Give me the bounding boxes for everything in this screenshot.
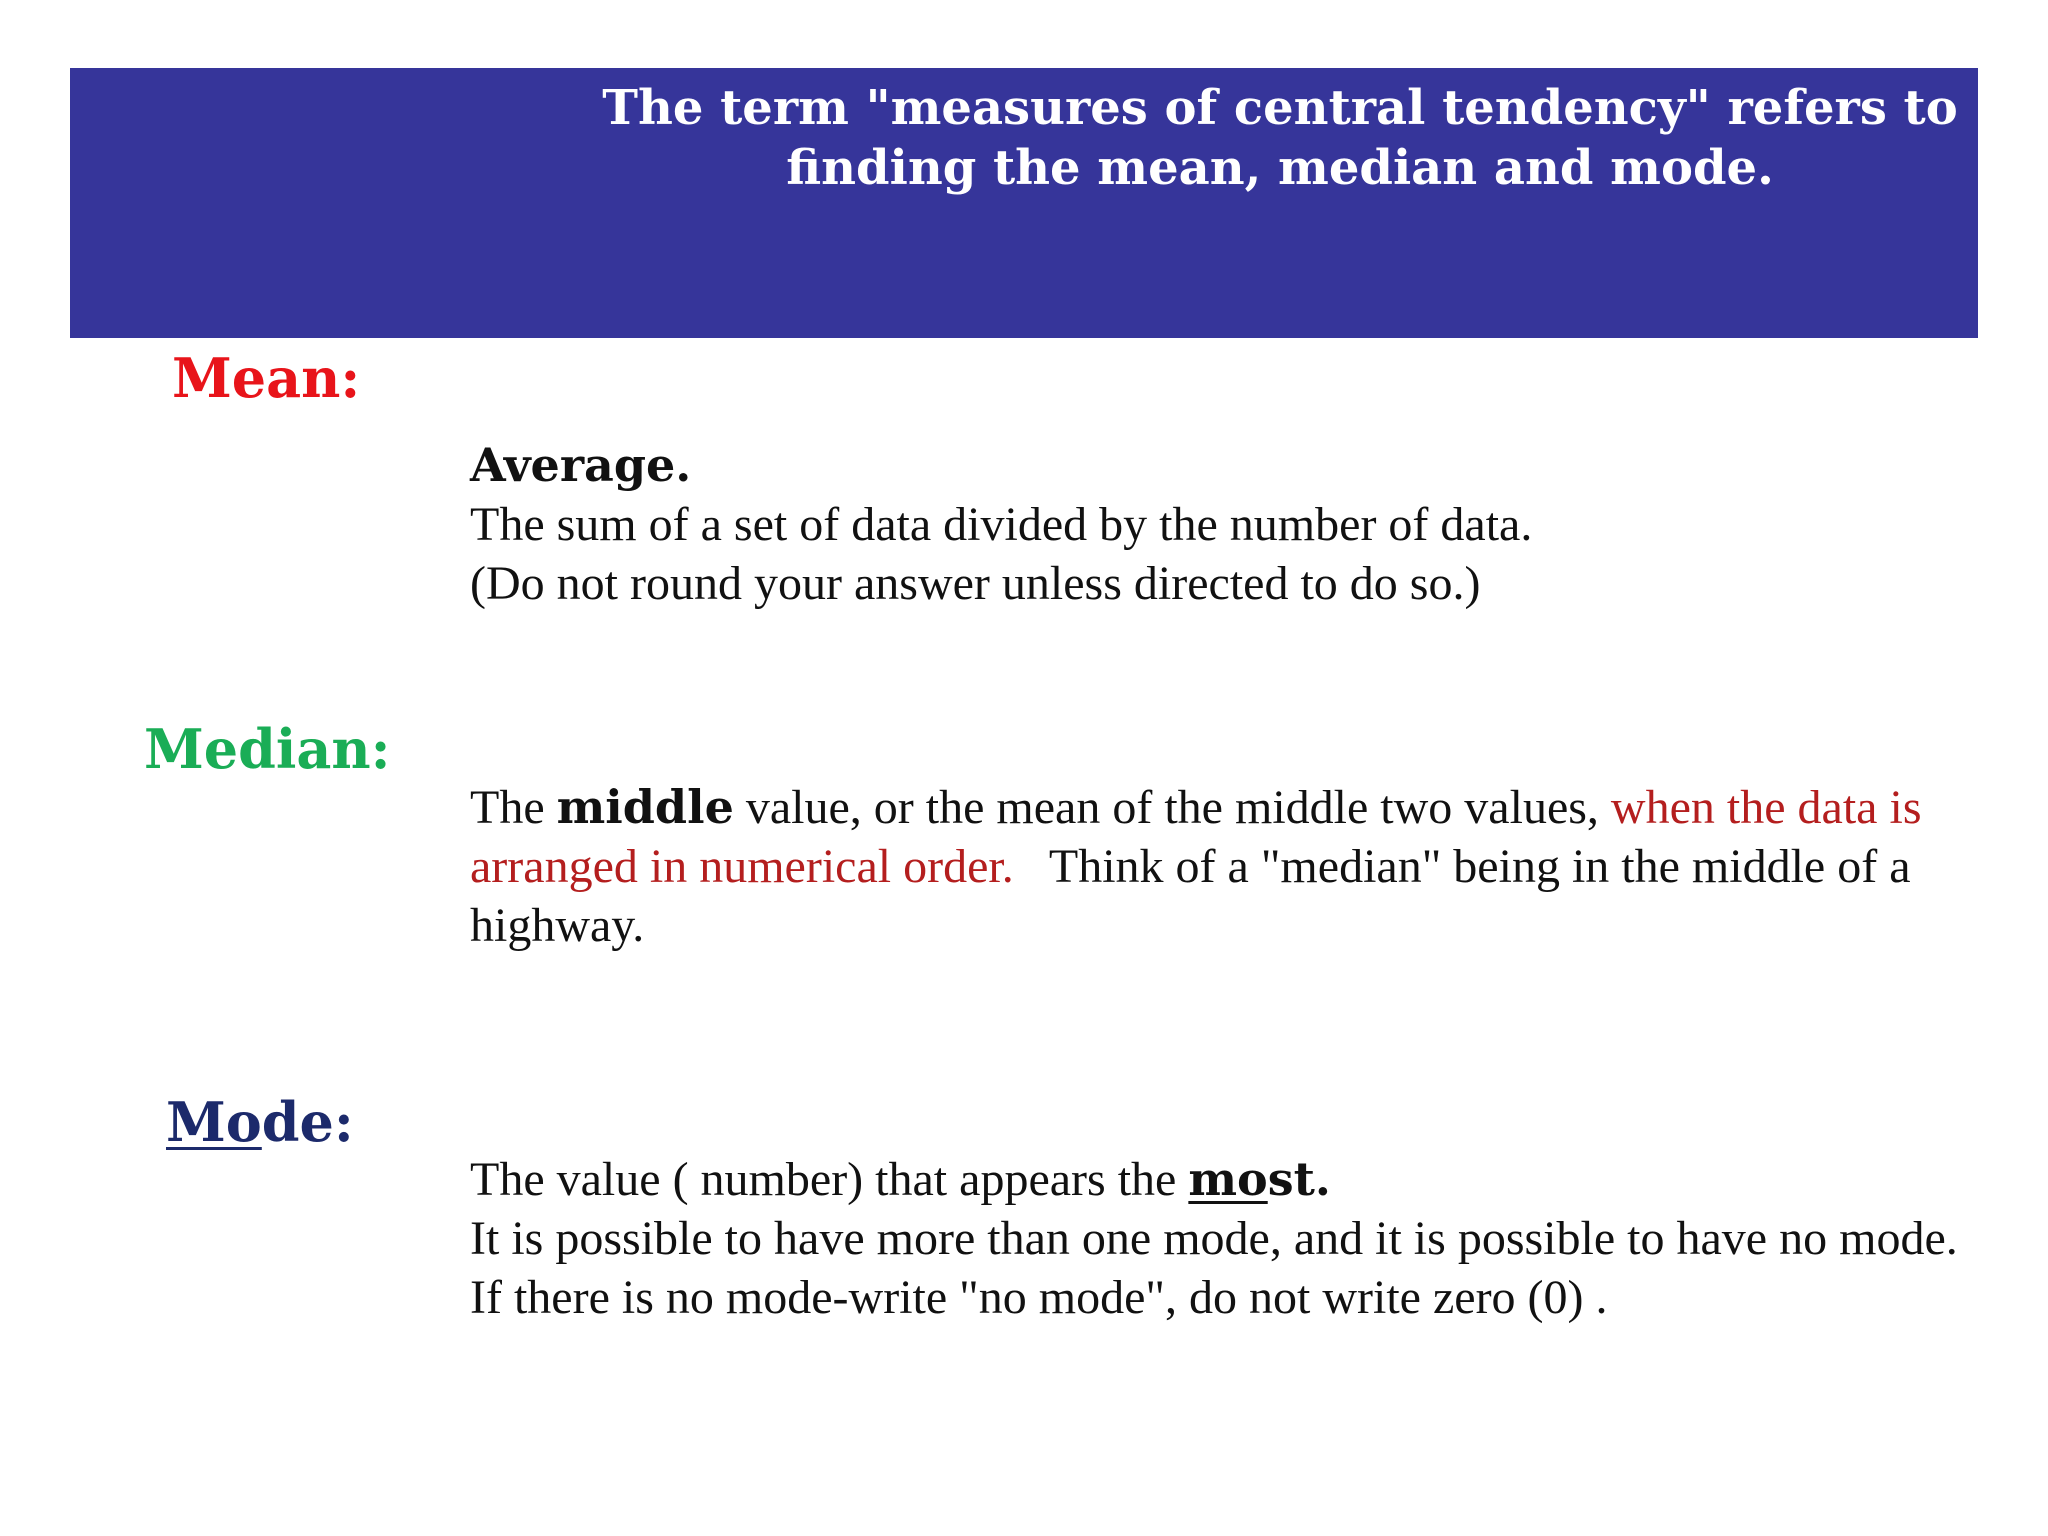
mode-definition — [470, 1150, 1980, 1327]
median-emphasis: middle — [556, 780, 734, 834]
mode-line-1-before: The value ( number) that appears the — [470, 1153, 1189, 1206]
median-highlight: when the data is arranged in numerical order. — [470, 781, 1922, 893]
mode-emphasis-underlined: mo — [1188, 1152, 1268, 1206]
median-definition — [470, 778, 1980, 955]
mode-term-rest: de: — [261, 1090, 354, 1154]
mean-term: Mean: — [172, 346, 361, 410]
mode-emphasis-rest: st. — [1267, 1152, 1331, 1206]
median-term: Median: — [144, 717, 391, 781]
mode-emphasis — [1188, 1152, 1331, 1206]
median-text-before: The — [470, 781, 557, 834]
banner-title — [590, 78, 1970, 198]
mean-definition — [470, 436, 1980, 613]
banner-line-2: finding the mean, median and mode. — [786, 140, 1774, 196]
mean-line-2: (Do not round your answer unless directed to do so.) — [470, 557, 1481, 610]
mode-term — [166, 1090, 354, 1154]
median-text-after: Think of a "median" being in the middle of a highway. — [470, 840, 1923, 952]
mode-line-2: It is possible to have more than one mode, and it is possible to have no mode. If there is no mode-write "no mode", do not write zero (0) . — [470, 1212, 1958, 1324]
mean-lead: Average. — [470, 438, 692, 492]
title-banner — [70, 68, 1978, 338]
mode-term-underlined: Mo — [166, 1090, 262, 1154]
median-text-middle: value, or the mean of the middle two values, — [733, 781, 1611, 834]
mean-line-1: The sum of a set of data divided by the number of data. — [470, 498, 1533, 551]
banner-line-1: The term "measures of central tendency" refers to — [602, 80, 1958, 136]
